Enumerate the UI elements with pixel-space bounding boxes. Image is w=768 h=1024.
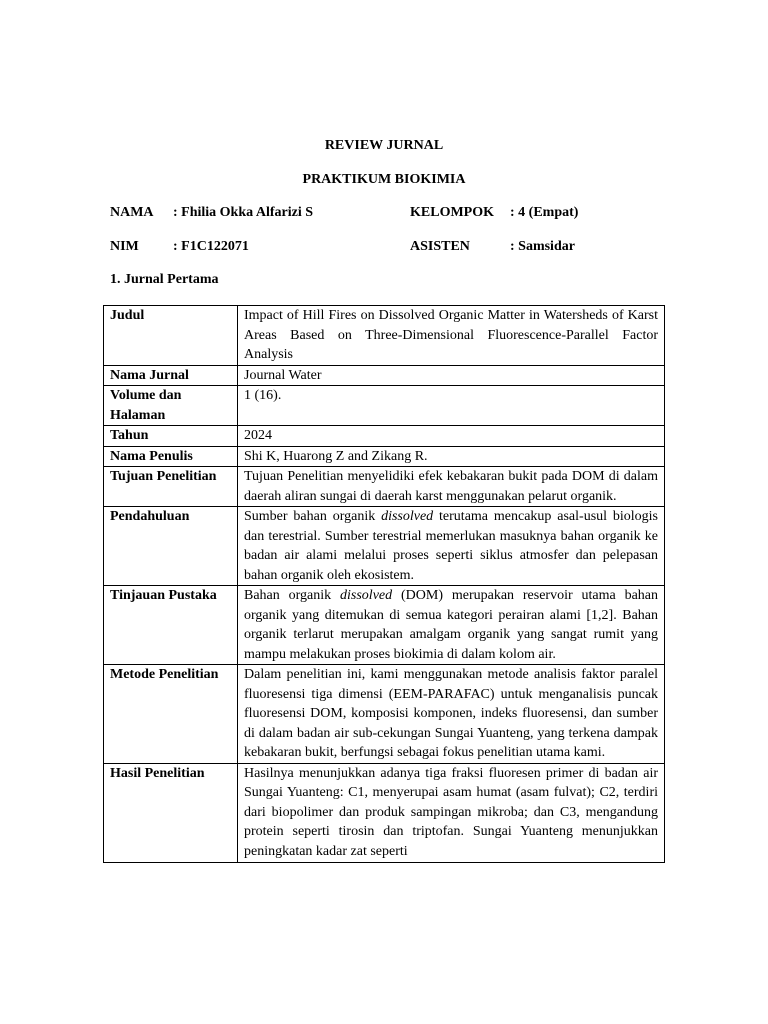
- row-label: Nama Penulis: [104, 446, 238, 467]
- table-row: [104, 467, 665, 507]
- row-value: Shi K, Huarong Z and Zikang R.: [238, 446, 665, 467]
- table-row: [104, 426, 665, 447]
- journal-review-table: [103, 305, 665, 863]
- row-value-text: Hasilnya menunjukkan adanya tiga fraksi fluoresen primer di badan air Sungai Yuanteng: C1, menyerupai asam humat (asam fulvat); C2, terdiri dari biopolimer dan produk sampingan mikroba; dan C3, mengandung protein seperti tirosin dan triptofan. Sungai Yuanteng menunjukkan peningkatan kadar zat seperti: [244, 765, 658, 859]
- row-label: Tujuan Penelitian: [104, 467, 238, 507]
- nim-label: NIM: [110, 239, 139, 254]
- value-text: Bahan organik: [244, 588, 341, 603]
- value-italic-term: dissolved: [381, 509, 434, 524]
- row-value: [238, 586, 665, 665]
- row-value: [238, 763, 665, 862]
- row-label: Metode Penelitian: [104, 665, 238, 764]
- document-subtitle: PRAKTIKUM BIOKIMIA: [302, 172, 466, 187]
- table-row: [104, 763, 665, 862]
- row-value: Journal Water: [238, 365, 665, 386]
- table-row: [104, 665, 665, 764]
- row-label: Hasil Penelitian: [104, 763, 238, 862]
- table-row: [104, 365, 665, 386]
- table-row: [104, 586, 665, 665]
- nim-value: : F1C122071: [173, 239, 249, 254]
- nama-value: : Fhilia Okka Alfarizi S: [173, 205, 314, 220]
- row-label: Tinjauan Pustaka: [104, 586, 238, 665]
- row-label: Judul: [104, 306, 238, 366]
- table-row: [104, 446, 665, 467]
- row-label: Volume dan Halaman: [104, 386, 238, 426]
- row-value: Impact of Hill Fires on Dissolved Organic Matter in Watersheds of Karst Areas Based on Three-Dimensional Fluorescence-Parallel Factor Analysis: [238, 306, 665, 366]
- row-label: Pendahuluan: [104, 507, 238, 586]
- nama-label: NAMA: [110, 205, 154, 220]
- row-value: 2024: [238, 426, 665, 447]
- asisten-value: : Samsidar: [510, 239, 575, 254]
- row-label: Nama Jurnal: [104, 365, 238, 386]
- table-row: [104, 306, 665, 366]
- row-value: [238, 507, 665, 586]
- row-label: Tahun: [104, 426, 238, 447]
- table-row: [104, 386, 665, 426]
- asisten-label: ASISTEN: [410, 239, 470, 254]
- value-italic-term: dissolved: [340, 588, 393, 603]
- kelompok-label: KELOMPOK: [410, 205, 494, 220]
- table-row: [104, 507, 665, 586]
- row-value: Dalam penelitian ini, kami menggunakan metode analisis faktor paralel fluoresensi tiga dimensi (EEM-PARAFAC) untuk menganalisis puncak fluoresensi DOM, komposisi komponen, indeks fluoresensi, dan sumber di dalam badan air sub-cekungan Sungai Yuanteng, yang terkena dampak kebakaran bukit, berfungsi sebagai fokus penelitian utama kami.: [238, 665, 665, 764]
- kelompok-value: : 4 (Empat): [510, 205, 579, 220]
- row-value: 1 (16).: [238, 386, 665, 426]
- value-text: Sumber bahan organik: [244, 509, 382, 524]
- value-text: terutama mencakup asal-usul biologis dan terestrial. Sumber terestrial memerlukan masuknya bahan organik ke badan air alami melalui proses seperti siklus atmosfer dan pelepasan bahan organik oleh ekosistem.: [244, 509, 659, 583]
- value-text: (DOM) merupakan reservoir utama bahan organik yang ditemukan di semua kategori perairan alami [1,2]. Bahan organik terlarut merupakan amalgam organik yang sangat rumit yang mampu melakukan proses biokimia di dalam kolom air.: [244, 588, 659, 662]
- document-title: REVIEW JURNAL: [324, 138, 444, 153]
- row-value: Tujuan Penelitian menyelidiki efek kebakaran bukit pada DOM di dalam daerah aliran sungai di daerah karst menggunakan pelarut organik.: [238, 467, 665, 507]
- section-heading: 1. Jurnal Pertama: [110, 272, 219, 287]
